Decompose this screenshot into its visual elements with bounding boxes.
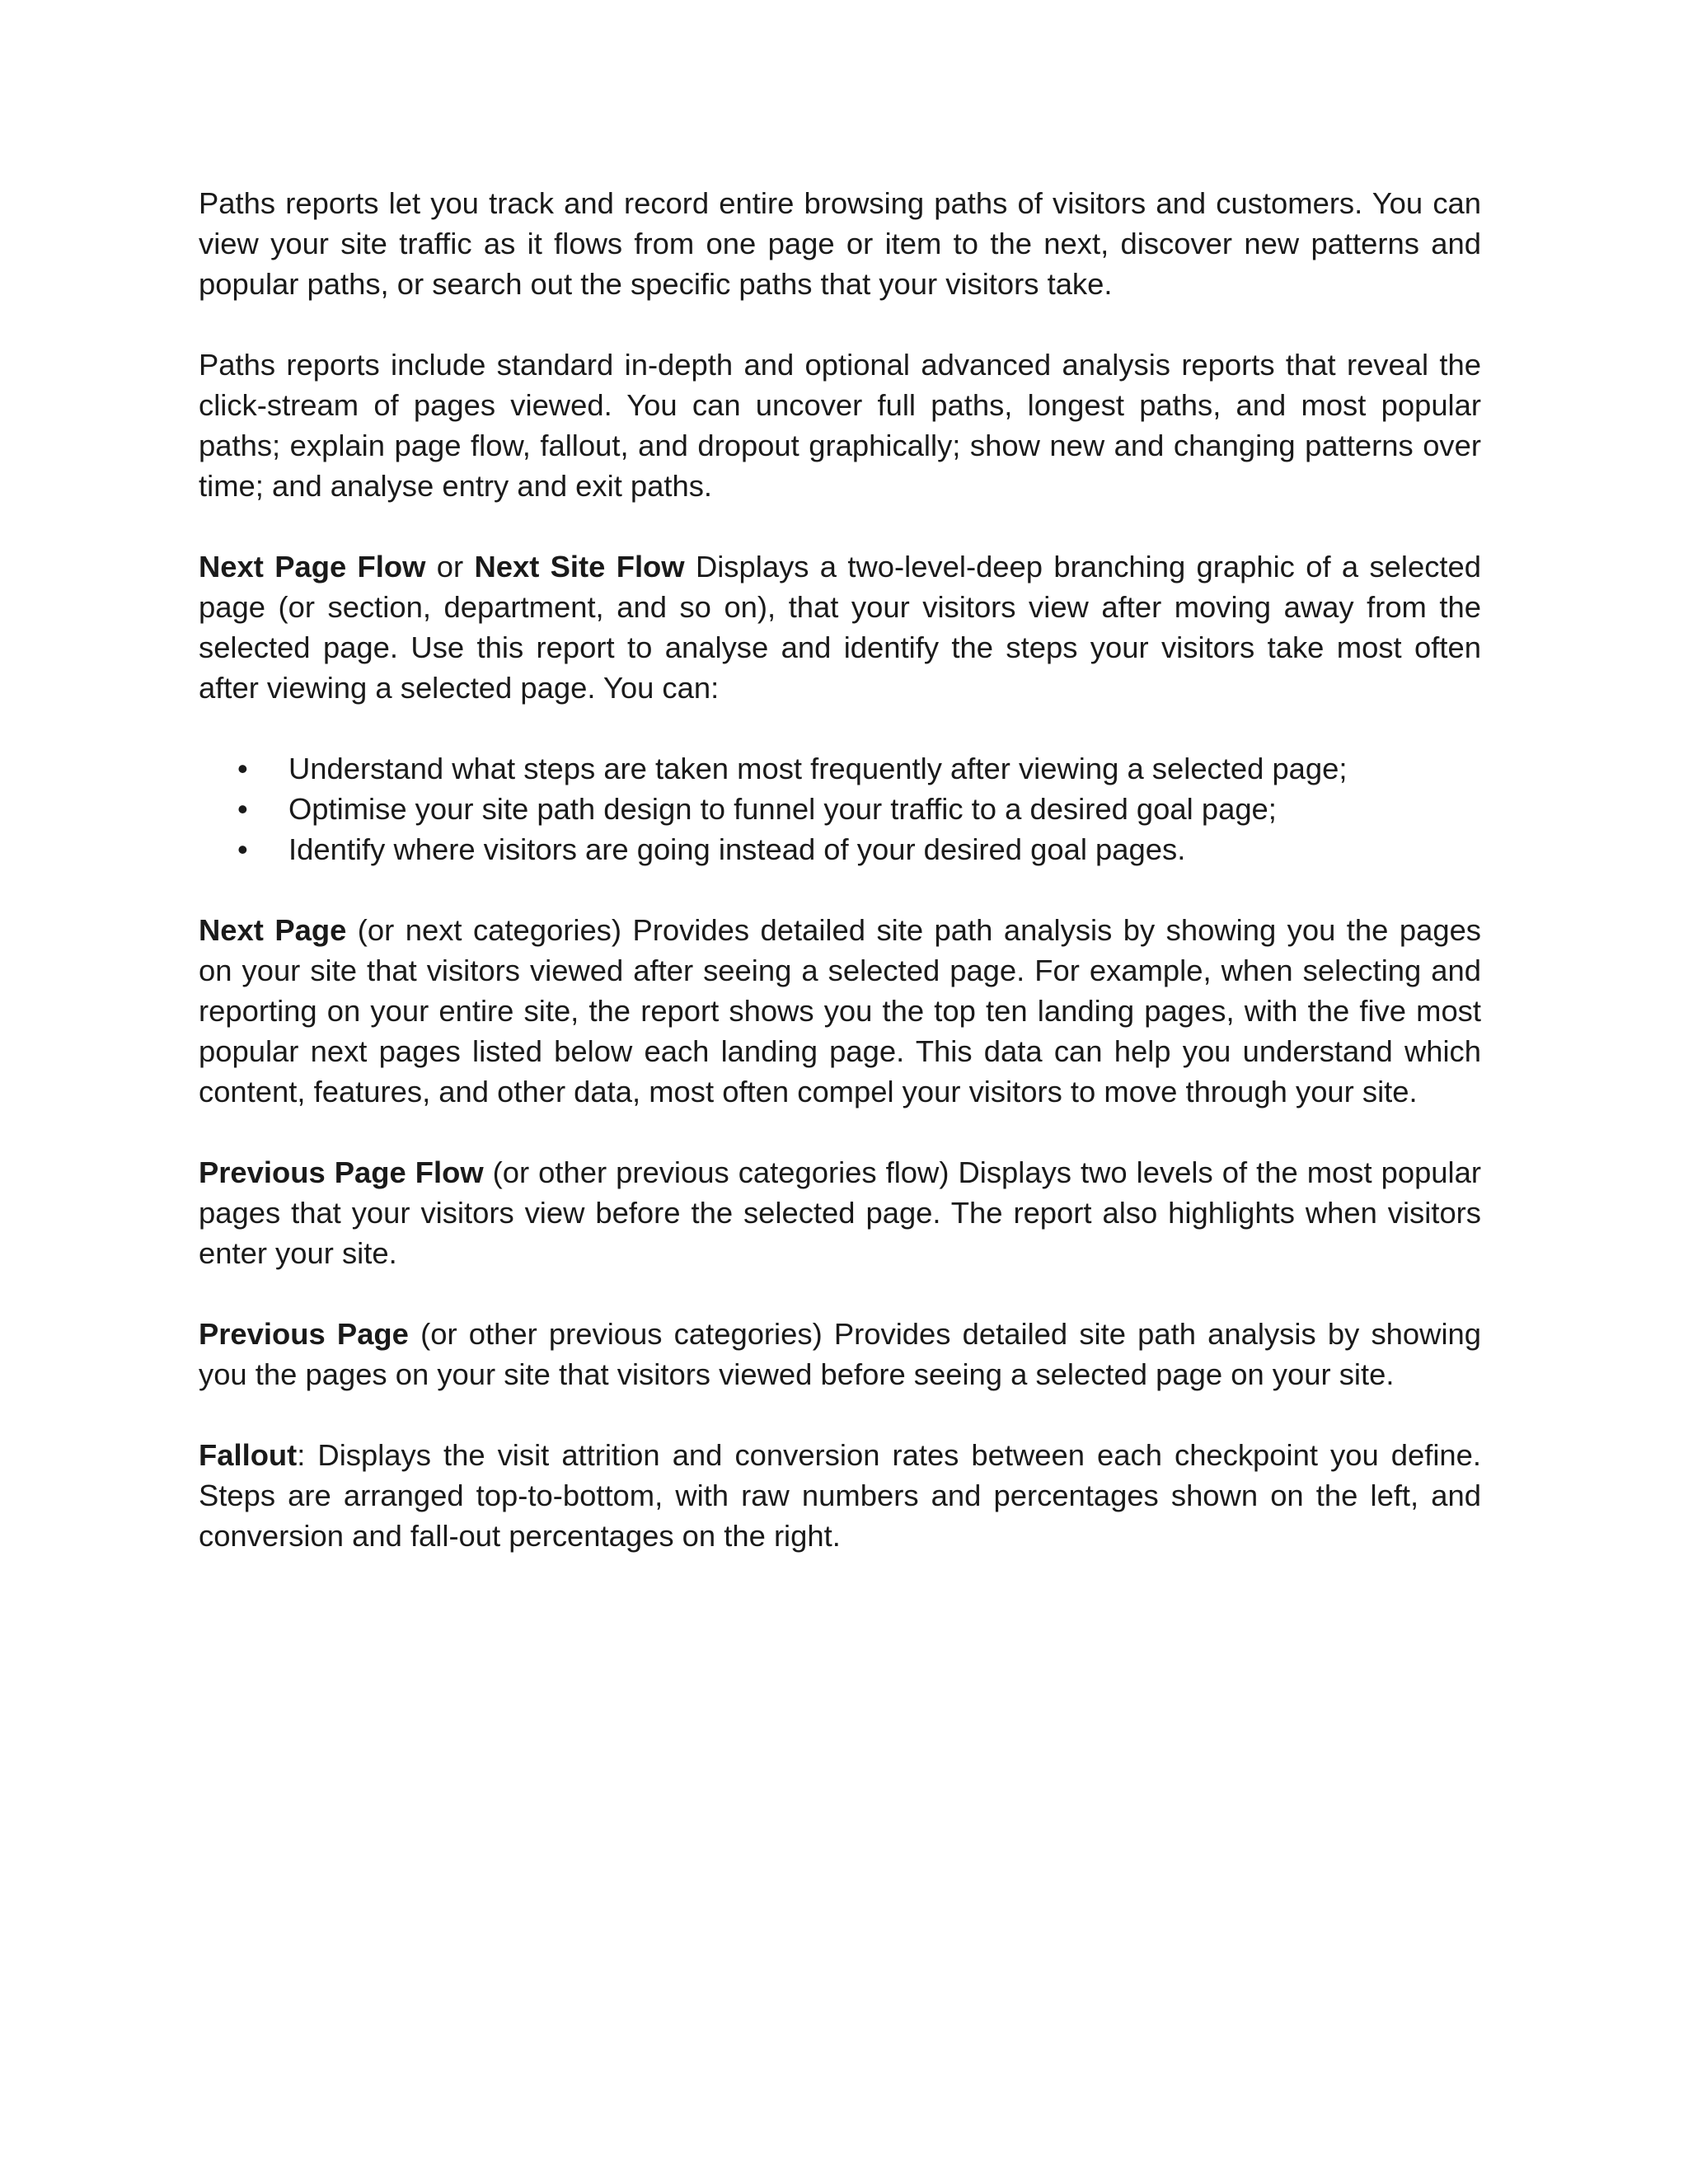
fallout-term: Fallout bbox=[199, 1438, 298, 1472]
term-connector: or bbox=[425, 550, 475, 583]
intro-paragraph: Paths reports let you track and record entire browsing paths of visitors and customers. You can view your site traffic as it flows from one page or item to the next, discover new patterns and popular paths, or search out the specific paths that your visitors take. bbox=[199, 186, 1481, 301]
next-page-flow-term: Next Page Flow bbox=[199, 550, 426, 583]
bullet-icon: • bbox=[237, 792, 248, 826]
next-page-description: (or next categories) Provides detailed site path analysis by showing you the pages on your site that visitors viewed after seeing a selected page. For example, when selecting and reporting on your entire site, the report shows you the top ten landing pages, with the five most popular next pages listed below each landing page. This data can help you understand which content, features, and other data, most often compel your visitors to move through your site. bbox=[199, 913, 1481, 1108]
bullet-icon: • bbox=[237, 752, 248, 785]
next-page-term: Next Page bbox=[199, 913, 347, 947]
bullet-item bbox=[199, 829, 1481, 869]
bullet-text: Understand what steps are taken most frequently after viewing a selected page; bbox=[288, 752, 1348, 785]
fallout-description: : Displays the visit attrition and conversion rates between each checkpoint you define. Steps are arranged top-to-bottom, with raw numbers and percentages shown on the left, and conversion and fall-out percentages on the right. bbox=[199, 1438, 1481, 1553]
reports-overview-paragraph: Paths reports include standard in-depth and optional advanced analysis reports that reveal the click-stream of pages viewed. You can uncover full paths, longest paths, and most popular paths; explain page flow, fallout, and dropout graphically; show new and changing patterns over time; and analyse entry and exit paths. bbox=[199, 348, 1481, 503]
next-page-flow-paragraph bbox=[199, 546, 1481, 708]
previous-page-description: (or other previous categories) Provides detailed site path analysis by showing you the pages on your site that visitors viewed before seeing a selected page on your site. bbox=[199, 1317, 1482, 1391]
bullet-item bbox=[199, 789, 1481, 829]
previous-page-term: Previous Page bbox=[199, 1317, 409, 1351]
bullet-text: Optimise your site path design to funnel your traffic to a desired goal page; bbox=[288, 792, 1277, 826]
previous-page-paragraph bbox=[199, 1314, 1481, 1394]
previous-page-flow-term: Previous Page Flow bbox=[199, 1155, 484, 1189]
previous-page-flow-paragraph bbox=[199, 1152, 1481, 1273]
next-page-paragraph bbox=[199, 910, 1481, 1112]
bullet-text: Identify where visitors are going instead of your desired goal pages. bbox=[288, 832, 1186, 866]
document-page bbox=[199, 183, 1481, 1596]
next-page-flow-description: Displays a two-level-deep branching graphic of a selected page (or section, department, and so on), that your visitors view after moving away from the selected page. Use this report to analyse and identify the steps your visitors take most often after viewing a selected page. You can: bbox=[199, 550, 1482, 705]
bullet-icon: • bbox=[237, 832, 248, 866]
next-site-flow-term: Next Site Flow bbox=[474, 550, 685, 583]
bullet-item bbox=[199, 748, 1481, 789]
previous-page-flow-description: (or other previous categories flow) Displays two levels of the most popular pages that your visitors view before the selected page. The report also highlights when visitors enter your site. bbox=[199, 1155, 1481, 1270]
fallout-paragraph bbox=[199, 1435, 1481, 1556]
next-page-flow-bullet-list bbox=[199, 748, 1481, 869]
